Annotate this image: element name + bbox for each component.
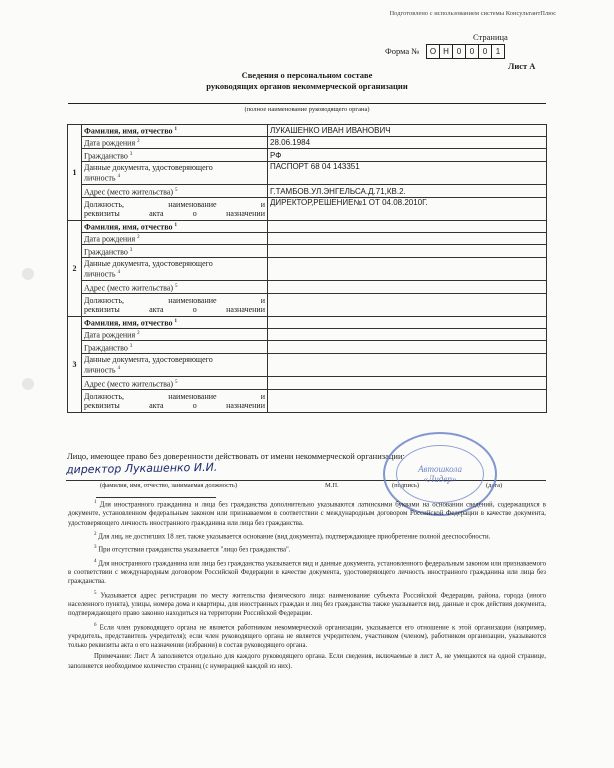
person-number: 3 [68,317,82,413]
address-value [268,377,547,390]
footnote-item [68,557,546,587]
footnote-text: При отсутствии гражданства указывается "лицо без гражданства". [98,546,291,554]
birth-value [268,329,547,341]
punch-hole [22,378,34,390]
sheet-label: Лист А [508,61,536,71]
authorized-person-text: Лицо, имеющее право без доверенности действовать от имени некоммерческой организации: [67,451,405,461]
position-label: Должность, наименование и реквизиты акта о назначении [82,390,268,413]
birth-label: Дата рождения $^2$ [82,329,268,341]
form-code-cell: Н [439,44,453,59]
form-code-cell: 1 [491,44,505,59]
name-value [268,221,547,233]
form-code-cell: 0 [478,44,492,59]
footnote-item [68,621,546,651]
table-row [68,354,547,377]
position-label: Должность, наименование и реквизиты акта о назначении [82,294,268,317]
table-row [68,294,547,317]
document-value [268,354,547,377]
punch-hole [22,268,34,280]
table-row [68,137,547,149]
citizenship-label: Гражданство $^3$ [82,341,268,354]
form-code-cell: О [426,44,440,59]
name-label: Фамилия, имя, отчество $^1$ [82,125,268,137]
document-value [268,258,547,281]
person-number: 1 [68,125,82,221]
table-row [68,198,547,221]
name-label: Фамилия, имя, отчество $^1$ [82,221,268,233]
footnote-number: 3 [94,545,97,551]
org-name-line [68,103,546,104]
footnote-item [68,652,546,670]
footnote-item [68,543,546,554]
footnote-text: Для лиц, не достигших 18 лет, также указывается основание (вид документа), подтверждающее приобретение полной дееспособности. [98,533,491,541]
table-row [68,149,547,162]
footnote-number: 2 [94,531,97,537]
table-row [68,377,547,390]
address-label: Адрес (место жительства) $^5$ [82,281,268,294]
table-row [68,258,547,281]
address-label: Адрес (место жительства) $^5$ [82,185,268,198]
title-line-2: руководящих органов некоммерческой организации [206,81,408,91]
position-value [268,294,547,317]
table-row [68,233,547,245]
signature-name-caption: (фамилия, имя, отчество, занимаемая должность) [100,482,237,489]
table-row [68,185,547,198]
citizenship-label: Гражданство $^3$ [82,245,268,258]
document-value: ПАСПОРТ 68 04 143351 [268,162,547,185]
footnote-number: 1 [94,500,97,505]
footnote-item [68,530,546,541]
page-label: Страница [473,32,508,42]
address-value: Г.ТАМБОВ.УЛ.ЭНГЕЛЬСА.Д.71,КВ.2. [268,185,547,198]
footnote-text: Указывается адрес регистрации по месту жительства физического лица: наименование субъекта Российской Федерации, района, города (иного населенного пункта), улицы, номера дома и квартиры, для иностранных граждан и лиц без гражданства также указывается вид, данные и срок действия документа, подтверждающего право законно находиться на территории Российской Федерации. [68,591,546,618]
document-label: Данные документа, удостоверяющего личность $^4$ [82,258,268,281]
signature-sign-caption: (подпись) [392,482,419,489]
footnote-text: Примечание: Лист А заполняется отдельно для каждого руководящего органа. Если сведения, включаемые в лист А, не умещаются на одной странице, заполняется необходимое количество страниц (с нумерацией каждой из них). [68,653,546,670]
footnote-text: Для иностранного гражданина и лица без гражданства дополнительно указываются латинскими буквами на основании сведений, содержащихся в документе, установленном федеральным законом или признаваемом в соответствии с международным договором Российской Федерации в качестве документа, удостоверяющего личность иностранного гражданина или лица без гражданства. [68,501,546,527]
name-value: ЛУКАШЕНКО ИВАН ИВАНОВИЧ [268,125,547,137]
birth-value: 28.06.1984 [268,137,547,149]
table-row [68,329,547,341]
footnote-item [68,498,546,528]
persons-table [67,124,547,413]
person-number: 2 [68,221,82,317]
table-row [68,317,547,329]
table-row [68,125,547,137]
footnote-text: Если член руководящего органа не является работником некоммерческой организации, указывается его отношение к этой организации (например, учредитель, представитель учредителя); если член руководящего органа не является учредителем, участником (членом), работником организации, указываются только реквизиты акта о его назначении (избрании) в состав руководящего органа. [68,623,547,650]
form-code-cell: 0 [465,44,479,59]
form-label: Форма № [385,46,420,56]
address-label: Адрес (место жительства) $^5$ [82,377,268,390]
form-code [427,44,505,59]
name-value [268,317,547,329]
address-value [268,281,547,294]
position-label: Должность, наименование и реквизиты акта о назначении [82,198,268,221]
position-value: ДИРЕКТОР,РЕШЕНИЕ№1 ОТ 04.08.2010Г. [268,198,547,221]
citizenship-label: Гражданство $^3$ [82,149,268,162]
signature-mp-caption: М.П. [325,482,339,489]
footnote-text: Для иностранного гражданина или лица без гражданства указывается вид и данные документа, установленного федеральным законом или признаваемого в соответствии с международным договором Российской Федерации в качестве документа, удостоверяющего личность иностранного гражданина или лица без гражданства. [68,560,546,586]
citizenship-value [268,245,547,258]
birth-value [268,233,547,245]
table-row [68,245,547,258]
form-code-cell: 0 [452,44,466,59]
footnote-item [68,589,546,619]
footnote-number: 4 [94,558,97,564]
footnote-number: 6 [94,622,97,628]
birth-label: Дата рождения $^2$ [82,233,268,245]
table-row [68,162,547,185]
table-row [68,221,547,233]
page-title [0,70,614,92]
footnote-number: 5 [94,590,97,596]
footnotes [68,498,546,673]
citizenship-value [268,341,547,354]
handwritten-signature: директор Лукашенко И.И. [65,460,218,477]
table-row [68,281,547,294]
org-name-caption: (полное наименование руководящего органа) [244,106,370,113]
title-line-1: Сведения о персональном составе [241,70,373,80]
stamp-text: «Лидер» [423,474,457,484]
citizenship-value: РФ [268,149,547,162]
signature-date-caption: (дата) [486,482,503,489]
stamp-text: Автошкола [418,464,462,474]
birth-label: Дата рождения $^2$ [82,137,268,149]
table-row [68,341,547,354]
consultant-note: Подготовлено с использованием системы КонсультантПлюс [389,10,556,17]
position-value [268,390,547,413]
table-row [68,390,547,413]
stamp-inner-ring [396,445,484,503]
name-label: Фамилия, имя, отчество $^1$ [82,317,268,329]
document-label: Данные документа, удостоверяющего личность $^4$ [82,162,268,185]
document-label: Данные документа, удостоверяющего личность $^4$ [82,354,268,377]
